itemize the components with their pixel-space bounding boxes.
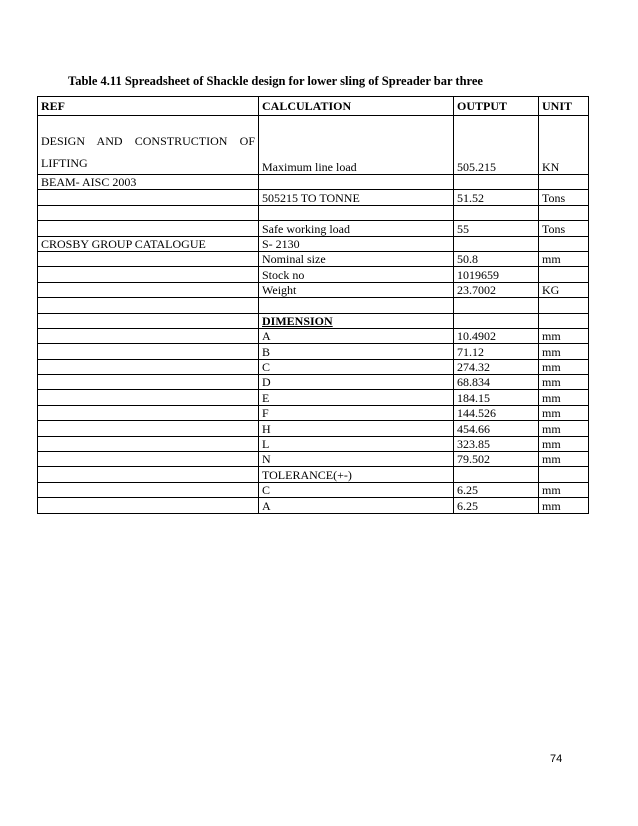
cell-ref <box>38 190 259 205</box>
table-row <box>38 482 589 497</box>
table-row <box>38 267 589 282</box>
cell-output: 68.834 <box>454 375 539 390</box>
cell-calculation: E <box>259 390 454 405</box>
cell-output: 55 <box>454 221 539 236</box>
cell-calculation: TOLERANCE(+-) <box>259 467 454 482</box>
cell-calculation: Weight <box>259 282 454 297</box>
cell-calculation: Nominal size <box>259 251 454 266</box>
table-row <box>38 328 589 343</box>
cell-unit <box>539 205 589 220</box>
cell-unit: mm <box>539 482 589 497</box>
cell-calculation: D <box>259 375 454 390</box>
cell-ref <box>38 116 259 175</box>
table-row <box>38 467 589 482</box>
table-row <box>38 375 589 390</box>
cell-output: 50.8 <box>454 251 539 266</box>
cell-calculation: H <box>259 421 454 436</box>
cell-unit <box>539 313 589 328</box>
cell-calculation: C <box>259 359 454 374</box>
cell-ref <box>38 436 259 451</box>
cell-unit: KN <box>539 116 589 175</box>
cell-unit: mm <box>539 344 589 359</box>
design-ref-line-2: LIFTING <box>41 156 88 170</box>
cell-ref <box>38 267 259 282</box>
cell-ref: BEAM- AISC 2003 <box>38 175 259 190</box>
cell-calculation <box>259 205 454 220</box>
cell-ref <box>38 205 259 220</box>
cell-unit <box>539 298 589 313</box>
cell-output: 505.215 <box>454 116 539 175</box>
cell-unit: mm <box>539 375 589 390</box>
cell-output <box>454 467 539 482</box>
cell-output: 6.25 <box>454 498 539 513</box>
table-row <box>38 251 589 266</box>
cell-unit <box>539 267 589 282</box>
cell-output: 323.85 <box>454 436 539 451</box>
cell-unit: Tons <box>539 221 589 236</box>
cell-ref <box>38 344 259 359</box>
cell-ref <box>38 390 259 405</box>
shackle-design-table <box>37 96 589 514</box>
header-unit: UNIT <box>539 97 589 116</box>
cell-calculation: Safe working load <box>259 221 454 236</box>
cell-ref <box>38 282 259 297</box>
table-row <box>38 390 589 405</box>
table-header-row <box>38 97 589 116</box>
design-ref-line-1: DESIGN AND CONSTRUCTION OF <box>41 134 255 148</box>
cell-output <box>454 175 539 190</box>
table-row <box>38 313 589 328</box>
table-row <box>38 405 589 420</box>
cell-unit: mm <box>539 452 589 467</box>
cell-output <box>454 236 539 251</box>
table-row <box>38 205 589 220</box>
table-row <box>38 236 589 251</box>
cell-unit: Tons <box>539 190 589 205</box>
cell-calculation: S- 2130 <box>259 236 454 251</box>
cell-ref: CROSBY GROUP CATALOGUE <box>38 236 259 251</box>
cell-ref <box>38 251 259 266</box>
cell-ref <box>38 498 259 513</box>
table-row <box>38 498 589 513</box>
cell-output: 23.7002 <box>454 282 539 297</box>
cell-ref <box>38 467 259 482</box>
header-ref: REF <box>38 97 259 116</box>
table-row <box>38 175 589 190</box>
cell-ref <box>38 221 259 236</box>
cell-ref <box>38 328 259 343</box>
table-caption: Table 4.11 Spreadsheet of Shackle design for lower sling of Spreader bar three <box>68 74 483 88</box>
cell-ref <box>38 313 259 328</box>
cell-unit: KG <box>539 282 589 297</box>
cell-ref <box>38 359 259 374</box>
table-row <box>38 421 589 436</box>
cell-unit: mm <box>539 390 589 405</box>
cell-output: 144.526 <box>454 405 539 420</box>
cell-output: 1019659 <box>454 267 539 282</box>
cell-unit <box>539 236 589 251</box>
table-row <box>38 436 589 451</box>
cell-calculation: F <box>259 405 454 420</box>
page-number: 74 <box>550 753 563 765</box>
cell-output: 274.32 <box>454 359 539 374</box>
cell-calculation: DIMENSION <box>259 313 454 328</box>
cell-calculation: B <box>259 344 454 359</box>
cell-unit: mm <box>539 328 589 343</box>
cell-output: 71.12 <box>454 344 539 359</box>
cell-output: 184.15 <box>454 390 539 405</box>
cell-unit: mm <box>539 436 589 451</box>
table-row <box>38 282 589 297</box>
cell-output <box>454 313 539 328</box>
cell-calculation: Stock no <box>259 267 454 282</box>
table-row <box>38 298 589 313</box>
table-row <box>38 344 589 359</box>
cell-unit: mm <box>539 251 589 266</box>
cell-ref <box>38 482 259 497</box>
table-row <box>38 116 589 175</box>
cell-output: 10.4902 <box>454 328 539 343</box>
header-calculation: CALCULATION <box>259 97 454 116</box>
cell-output <box>454 205 539 220</box>
header-output: OUTPUT <box>454 97 539 116</box>
cell-calculation: N <box>259 452 454 467</box>
table-body <box>38 116 589 514</box>
cell-unit: mm <box>539 359 589 374</box>
table-row <box>38 190 589 205</box>
cell-calculation <box>259 298 454 313</box>
cell-unit: mm <box>539 421 589 436</box>
cell-ref <box>38 298 259 313</box>
cell-calculation: L <box>259 436 454 451</box>
cell-ref <box>38 452 259 467</box>
cell-output: 51.52 <box>454 190 539 205</box>
cell-calculation <box>259 175 454 190</box>
table-row <box>38 359 589 374</box>
cell-unit <box>539 175 589 190</box>
table-row <box>38 452 589 467</box>
cell-output: 454.66 <box>454 421 539 436</box>
cell-calculation: A <box>259 328 454 343</box>
table-row <box>38 221 589 236</box>
cell-ref <box>38 421 259 436</box>
cell-ref <box>38 375 259 390</box>
cell-calculation: 505215 TO TONNE <box>259 190 454 205</box>
cell-output <box>454 298 539 313</box>
cell-unit <box>539 467 589 482</box>
cell-calculation: C <box>259 482 454 497</box>
cell-unit: mm <box>539 498 589 513</box>
cell-output: 6.25 <box>454 482 539 497</box>
cell-calculation: A <box>259 498 454 513</box>
cell-output: 79.502 <box>454 452 539 467</box>
cell-calculation: Maximum line load <box>259 116 454 175</box>
cell-ref <box>38 405 259 420</box>
cell-unit: mm <box>539 405 589 420</box>
